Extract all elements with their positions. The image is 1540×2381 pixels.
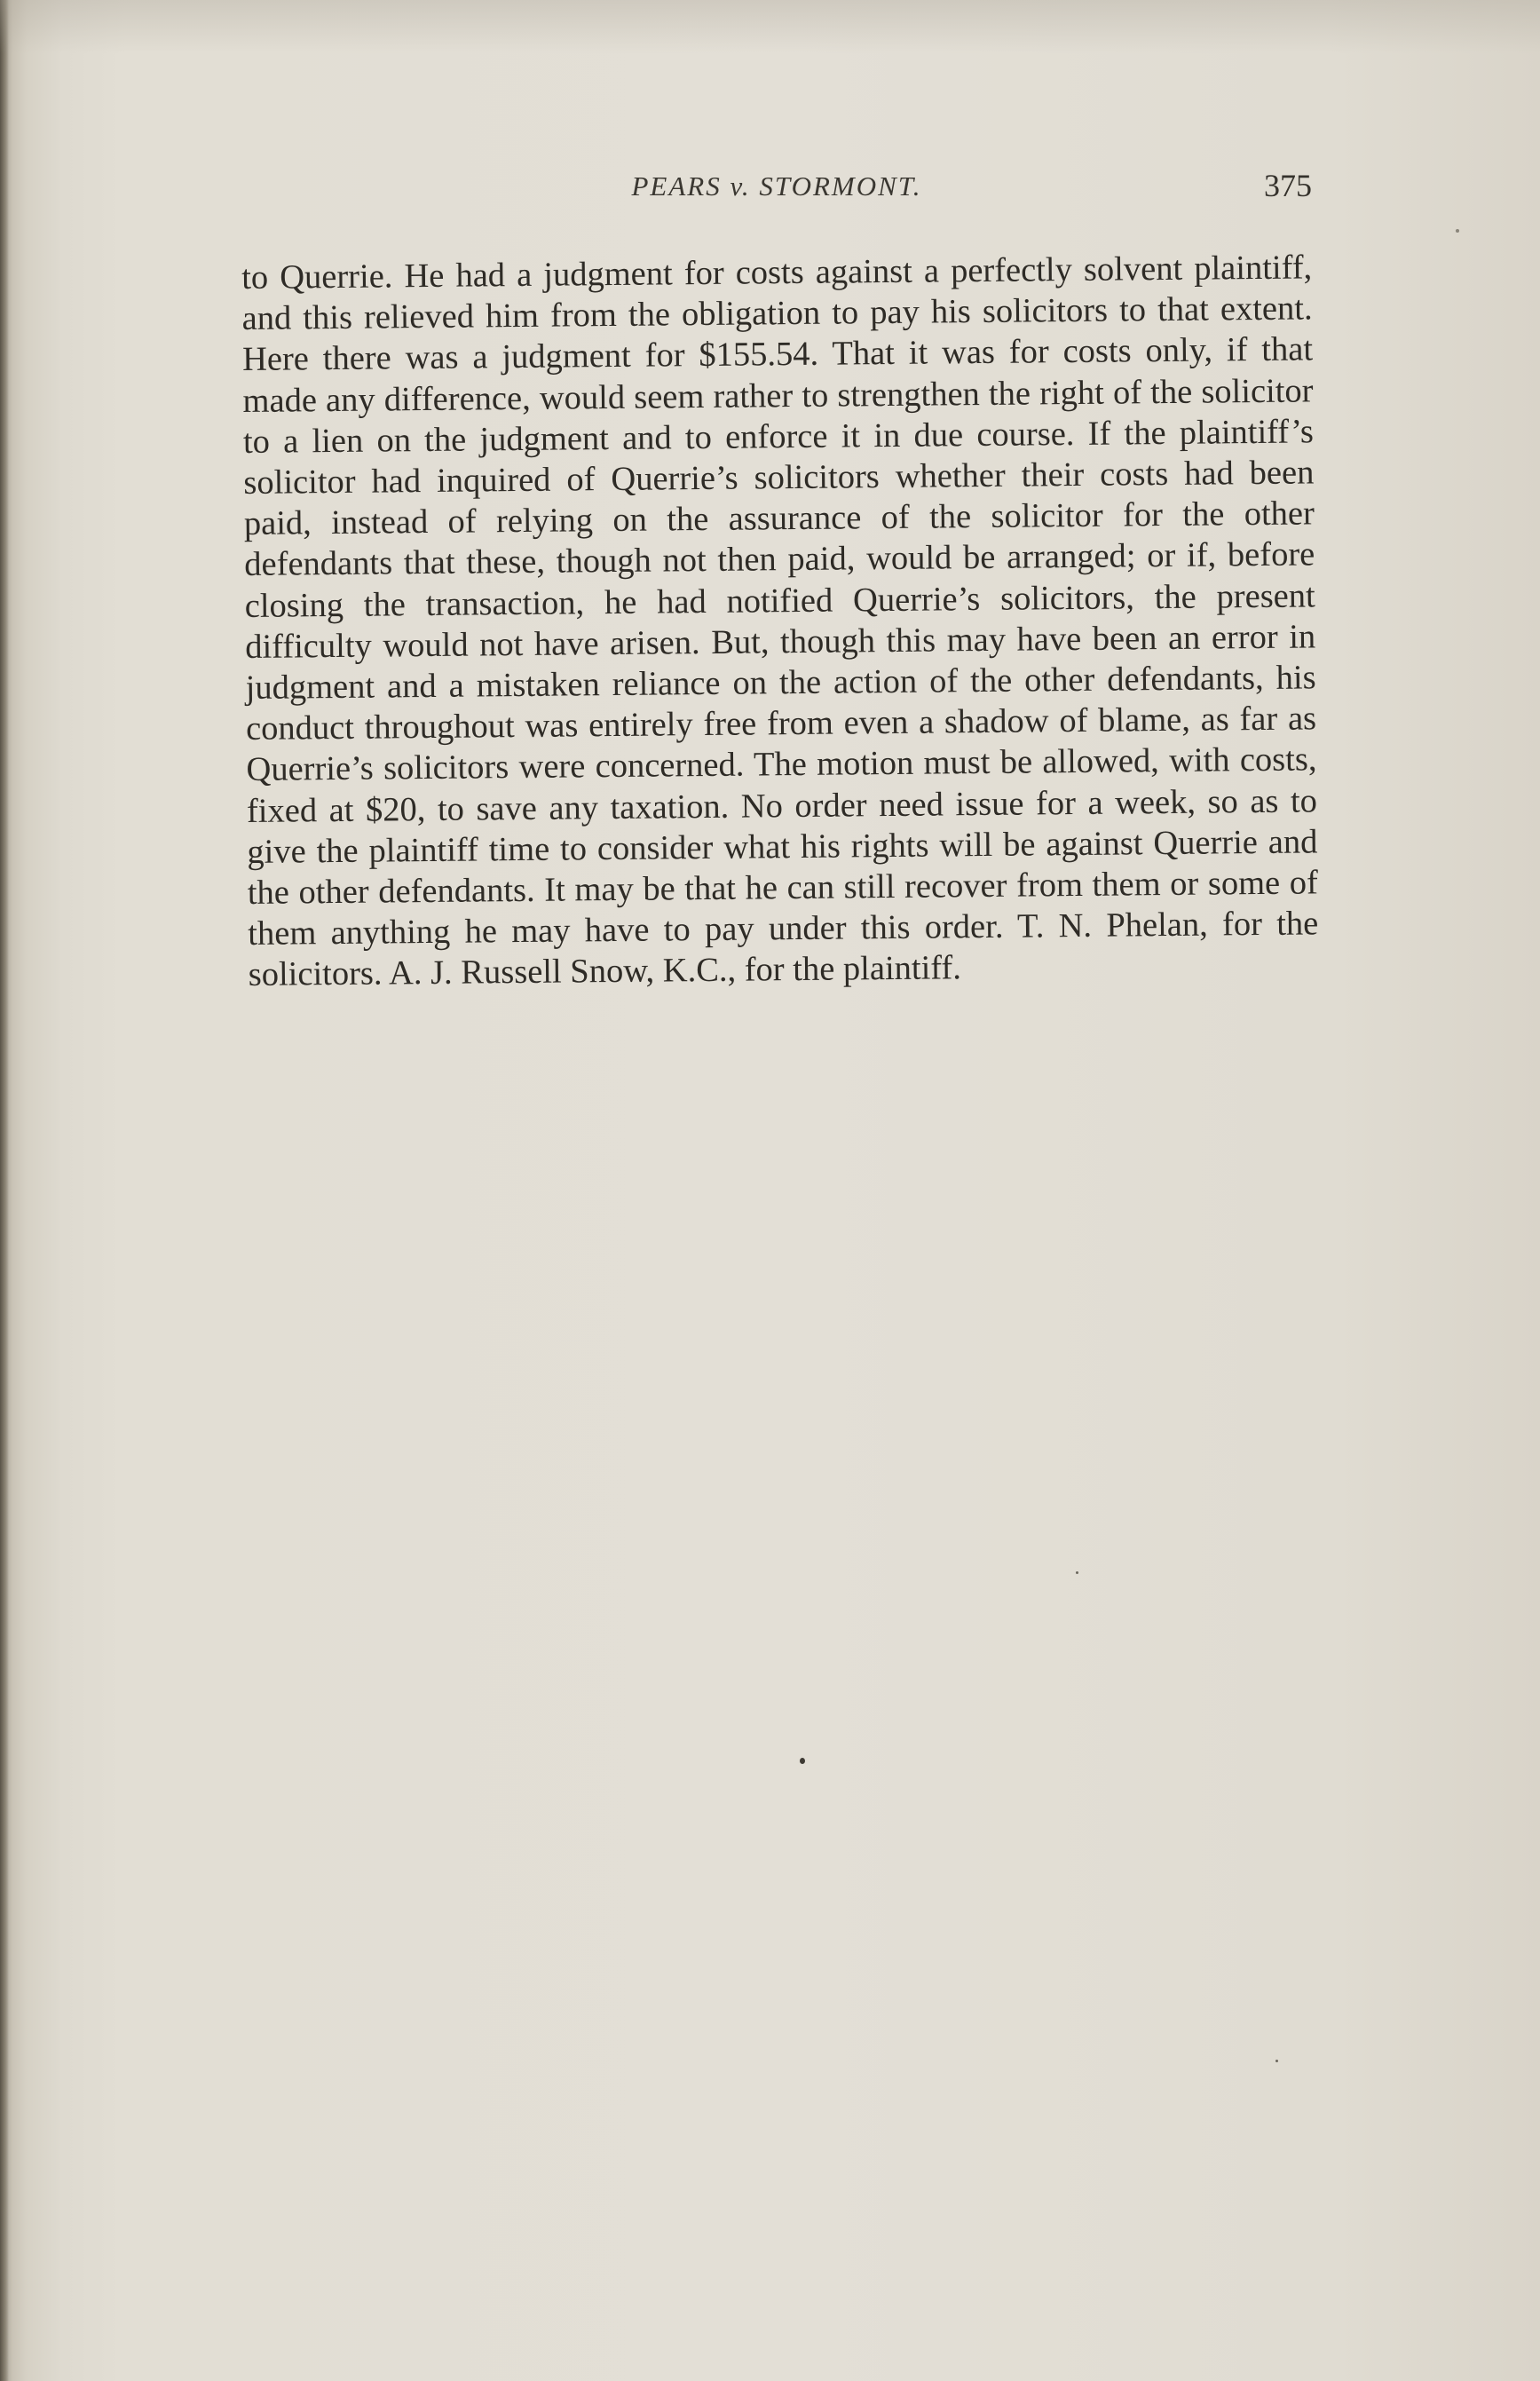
ink-speck bbox=[1076, 1571, 1078, 1574]
body-paragraph: to Querrie. He had a judgment for costs against a perfectly solvent plaintiff, and this relieved him from the obligation to pay his solicitors to that extent. Here there was a judgment for $155.54. That it was for costs only, if that made any difference, would seem rather to strengthen the right of the solicitor to a lien on the judgment and to enforce it in due course. If the plaintiff’s solicitor had inquired of Querrie’s solicitors whether their costs had been paid, instead of relying on the assurance of the solicitor for the other defendants that these, though not then paid, would be arranged; or if, before closing the transaction, he had notified Querrie’s solicitors, the present difficulty would not have arisen. But, though this may have been an error in judgment and a mistaken reliance on the action of the other defendants, his conduct throughout was entirely free from even a shadow of blame, as far as Querrie’s solicitors were concerned. The motion must be allowed, with costs, fixed at $20, to save any taxation. No order need issue for a week, so as to give the plaintiff time to consider what his rights will be against Querrie and the other defendants. It may be that he can still recover from them or some of them anything he may have to pay under this order. T. N. Phelan, for the solicitors. A. J. Russell Snow, K.C., for the plaintiff. bbox=[241, 249, 1319, 994]
running-title: PEARS v. STORMONT. bbox=[631, 170, 922, 202]
ink-speck bbox=[1456, 229, 1459, 233]
ink-speck bbox=[800, 1758, 805, 1764]
page-number: 375 bbox=[1264, 168, 1312, 203]
running-head bbox=[241, 170, 1312, 213]
ink-speck bbox=[1275, 2060, 1278, 2062]
